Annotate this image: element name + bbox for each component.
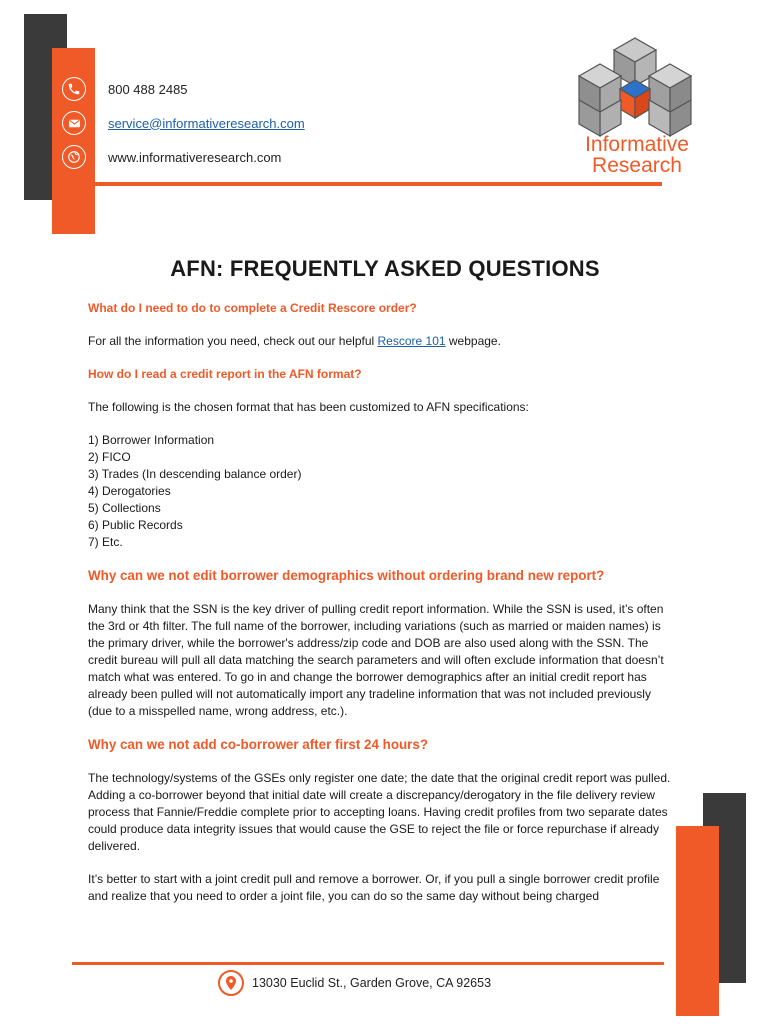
faq-answer-2-intro: The following is the chosen format that has been customized to AFN specifications: [88,400,529,414]
rescore-101-link[interactable]: Rescore 101 [377,334,446,348]
footer-address: 13030 Euclid St., Garden Grove, CA 92653 [252,976,492,990]
email-link[interactable]: service@informativeresearch.com [108,115,305,131]
list-item: 1) Borrower Information [88,433,215,447]
contact-phone-row [62,76,362,102]
list-item: 6) Public Records [88,518,183,532]
faq-question-4: Why can we not add co-borrower after first 24 hours? [88,737,429,752]
contact-website-row [62,144,362,170]
phone-icon [62,77,86,101]
contact-email-row [62,110,362,136]
faq-question-1: What do I need to do to complete a Credit Rescore order? [88,301,417,315]
logo-word-informative: Informative [585,133,689,156]
list-item: 4) Derogatories [88,484,171,498]
logo-word-research: Research [592,154,682,177]
header-divider [92,182,662,186]
list-item: 7) Etc. [88,535,123,549]
afn-format-list [88,432,678,551]
footer-address-row [218,970,491,996]
globe-icon [62,145,86,169]
website-url: www.informativeresearch.com [108,149,282,165]
list-item: 5) Collections [88,501,161,515]
faq-answer-4: The technology/systems of the GSEs only register one date; the date that the original credit report was pulled. Adding a co-borrower beyond that initial date will create a discrepancy/derogatory in the file delivery review process that Fannie/Freddie complete prior to accepting loans. Having credit profiles from two separate dates could produce data integrity issues that would cause the GSE to reject the file or force repurchase if already delivered. [88,771,671,853]
email-icon [62,111,86,135]
page-title: AFN: FREQUENTLY ASKED QUESTIONS [170,256,600,281]
faq-question-3: Why can we not edit borrower demographics without ordering brand new report? [88,568,605,583]
list-item: 3) Trades (In descending balance order) [88,467,302,481]
decor-bar-orange-bottom [676,826,719,1016]
faq-content [88,300,678,921]
location-pin-icon [218,970,244,996]
faq-answer-3: Many think that the SSN is the key driver of pulling credit report information. While the SSN is used, it’s often the 3rd or 4th filter. The full name of the borrower, including variations (such as married or maiden names) is the primary driver, while the borrower's address/zip code and DOB are also used along with the SSN. The credit bureau will pull all data matching the search parameters and will often exclude information that doesn’t match what was entered. To go in and change the borrower demographics after an initial credit report has already been pulled will not automatically import any tradeline information that was not included previously (due to a misspelled name, wrong address, etc.). [88,602,664,718]
faq-question-2: How do I read a credit report in the AFN format? [88,367,362,381]
phone-number: 800 488 2485 [108,81,188,97]
answer-1-text-after: webpage. [445,334,501,348]
footer-divider [72,962,664,965]
faq-answer-1 [88,333,678,350]
answer-1-text-before: For all the information you need, check out our helpful [88,334,378,348]
faq-answer-5: It’s better to start with a joint credit pull and remove a borrower. Or, if you pull a single borrower credit profile and realize that you need to order a joint file, you can do so the same day without being charged [88,872,660,903]
list-item: 2) FICO [88,450,131,464]
